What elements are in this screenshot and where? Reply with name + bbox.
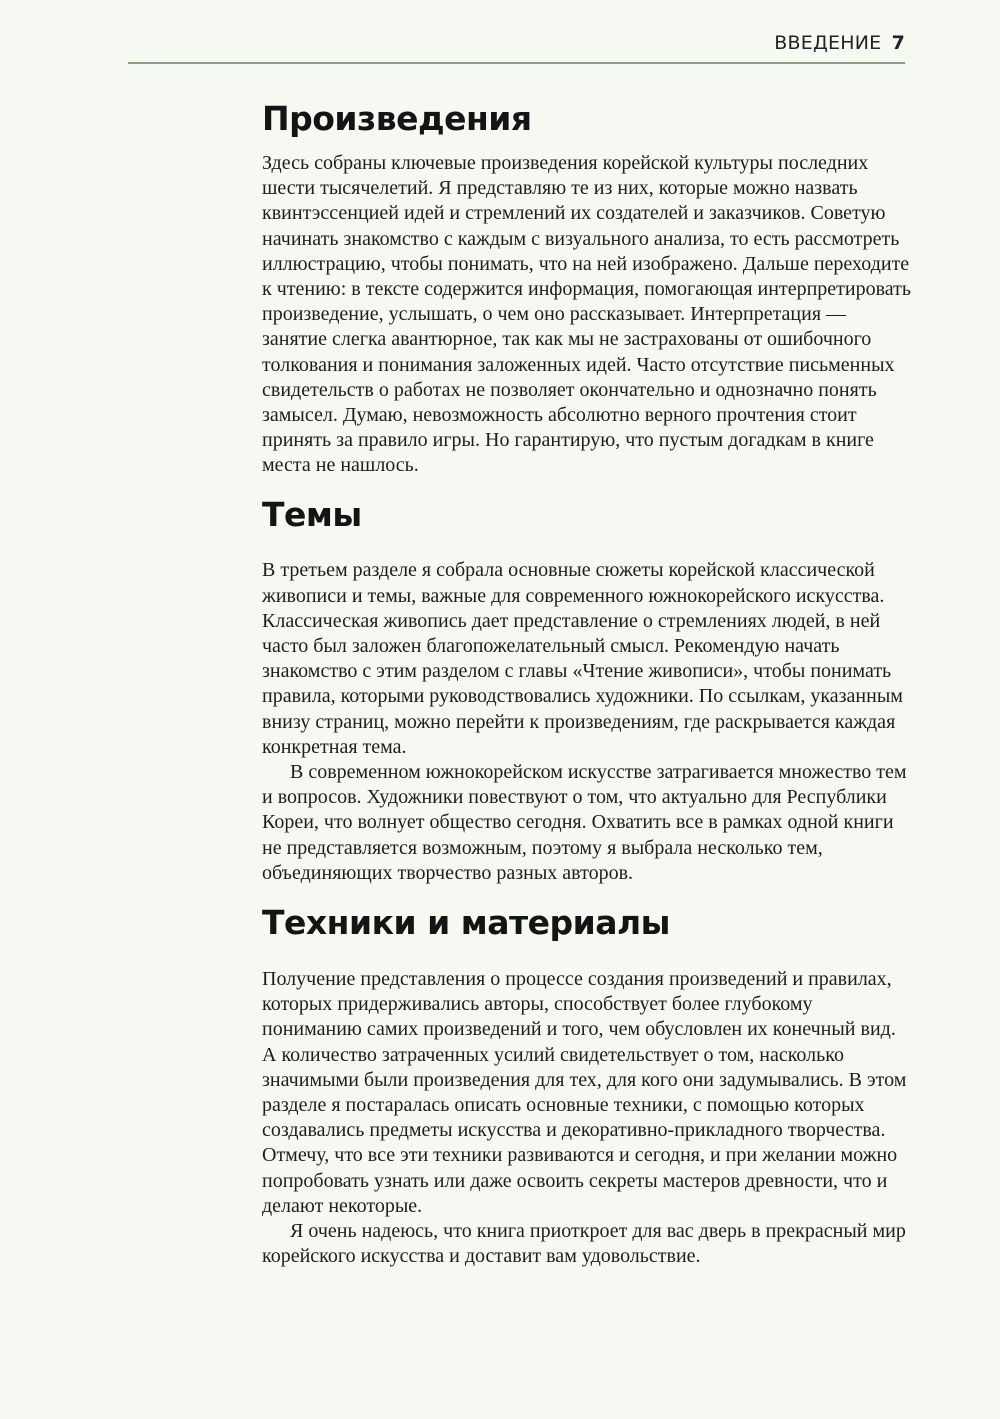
chapter-label: ВВЕДЕНИЕ [774, 32, 882, 54]
section-title: Темы [262, 494, 362, 534]
page-body [262, 98, 912, 1269]
paragraph: В современном южнокорейском искусстве затрагивается множество тем и вопросов. Художники повествуют о том, что актуально для Республики Кореи, что волнует общество сегодня. Охватить все в рамках одной книги не представляется возможным, поэтому я выбрала несколько тем, объединяющих творчество разных авторов. [262, 761, 907, 884]
paragraph: Здесь собраны ключевые произведения корейской культуры последних шести тысячелетий. Я представляю те из них, которые можно назвать квинтэссенцией идей и стремлений их создателей и заказчиков. Советую начинать знакомство с каждым с визуального анализа, то есть рассмотреть иллюстрацию, чтобы понимать, что на ней изображено. Дальше переходите к чтению: в тексте содержится информация, помогающая интерпретировать произведение, услышать, о чем оно рассказывает. Интерпретация — занятие слегка авантюрное, так как мы не застрахованы от ошибочного толкования и понимания заложенных идей. Часто отсутствие письменных свидетельств о работах не позволяет окончательно и однозначно понять замысел. Думаю, невозможность абсолютно верного прочтения стоит принять за правило игры. Но гарантирую, что пустым догадкам в книге места не нашлось. [262, 151, 911, 477]
running-header [774, 32, 905, 54]
paragraph: В третьем разделе я собрала основные сюжеты корейской классической живописи и темы, важные для современного южнокорейского искусства. Классическая живопись дает представление о стремлениях людей, в ней часто был заложен благопожелательный смысл. Рекомендую начать знакомство с этим разделом с главы «Чтение живописи», чтобы понимать правила, которыми руководствовались художники. По ссылкам, указанным внизу страниц, можно перейти к произведениям, где раскрывается каждая конкретная тема. [262, 559, 903, 758]
page-number: 7 [891, 32, 905, 54]
section-themes [262, 494, 912, 887]
section-title: Техники и материалы [262, 903, 670, 943]
section-works [262, 98, 912, 479]
section-title: Произведения [262, 99, 532, 138]
section-techniques [262, 902, 912, 1269]
paragraph: Получение представления о процессе создания произведений и правилах, которых придерживались авторы, способствует более глубокому пониманию самих произведений и того, чем обусловлен их конечный вид. А количество затраченных усилий свидетельствует о том, насколько значимыми были произведения для тех, для кого они задумывались. В этом разделе я постаралась описать основные техники, с помощью которых создавались предметы искусства и декоративно-прикладного творчества. Отмечу, что все эти техники развиваются и сегодня, и при желании можно попробовать узнать или даже освоить секреты мастеров древности, что и делают некоторые. [262, 967, 907, 1217]
paragraph: Я очень надеюсь, что книга приоткроет для вас дверь в прекрасный мир корейского искусства и доставит вам удовольствие. [262, 1219, 906, 1268]
header-divider [128, 62, 905, 64]
